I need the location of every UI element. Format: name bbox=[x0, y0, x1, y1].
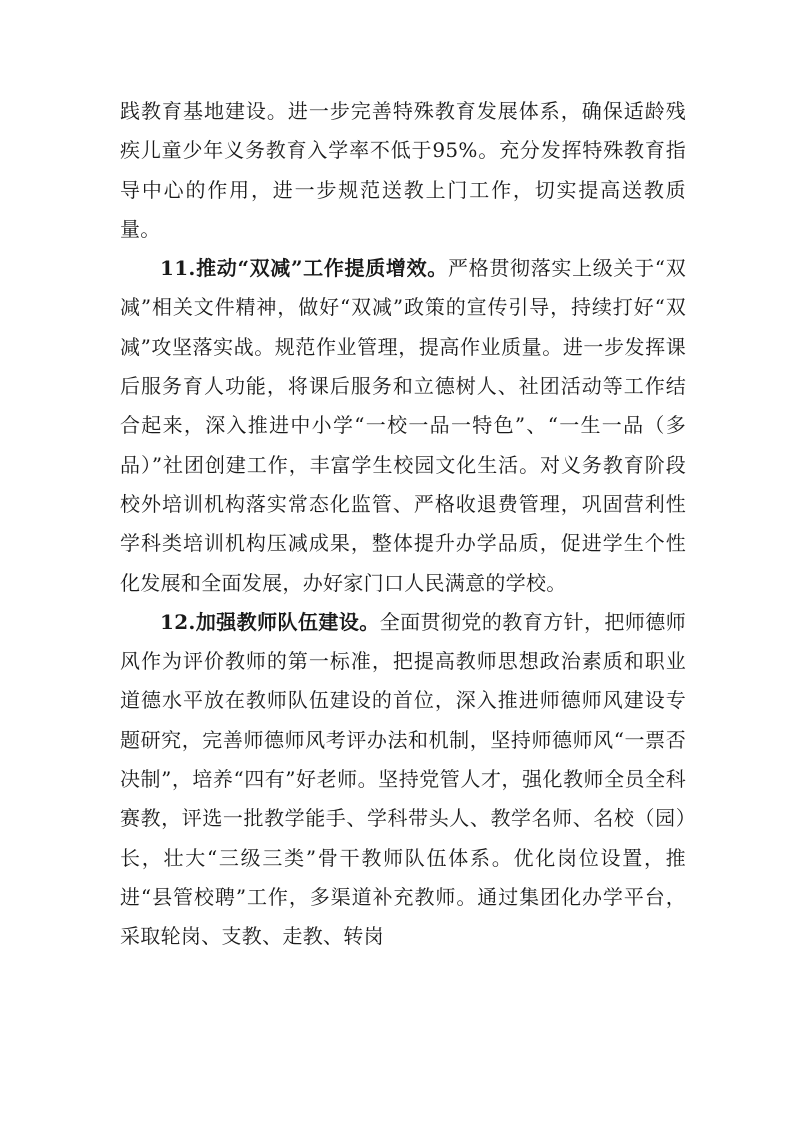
paragraph-continuation bbox=[120, 92, 686, 249]
paragraph-double-reduction bbox=[120, 249, 686, 603]
paragraph-text: 践教育基地建设。进一步完善特殊教育发展体系，确保适龄残疾儿童少年义务教育入学率不低于95%。充分发挥特殊教育指导中心的作用，进一步规范送教上门工作，切实提高送教质量。 bbox=[120, 99, 686, 241]
paragraph-teacher-team bbox=[120, 603, 686, 957]
paragraph-text: 全面贯彻党的教育方针，把师德师风作为评价教师的第一标准，把提高教师思想政治素质和职业道德水平放在教师队伍建设的首位，深入推进师德师风建设专题研究，完善师德师风考评办法和机制，坚持师德师风“一票否决制”，培养“四有”好老师。坚持党管人才，强化教师全员全科赛教，评选一批教学能手、学科带头人、教学名师、名校（园）长，壮大“三级三类”骨干教师队伍体系。优化岗位设置，推进“县管校聘”工作，多渠道补充教师。通过集团化办学平台，采取轮岗、支教、走教、转岗 bbox=[120, 609, 686, 949]
document-body bbox=[120, 92, 686, 957]
paragraph-heading: 11.推动“双减”工作提质增效。 bbox=[160, 256, 448, 281]
paragraph-heading: 12.加强教师队伍建设。 bbox=[160, 609, 380, 634]
paragraph-text: 严格贯彻落实上级关于“双减”相关文件精神，做好“双减”政策的宣传引导，持续打好“双减”攻坚落实战。规范作业管理，提高作业质量。进一步发挥课后服务育人功能，将课后服务和立德树人、社团活动等工作结合起来，深入推进中小学“一校一品一特色”、“一生一品（多品）”社团创建工作，丰富学生校园文化生活。对义务教育阶段校外培训机构落实常态化监管、严格收退费管理，巩固营利性学科类培训机构压减成果，整体提升办学品质，促进学生个性化发展和全面发展，办好家门口人民满意的学校。 bbox=[120, 256, 687, 595]
